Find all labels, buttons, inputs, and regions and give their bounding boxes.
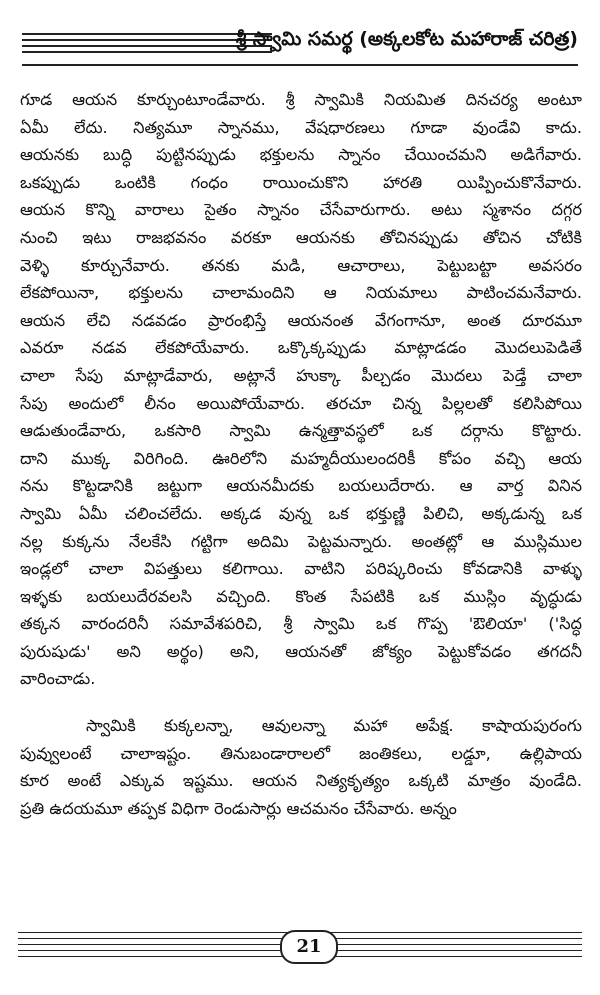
text-line: స్వామి ఏమీ చలించలేదు. అక్కడ వున్న ఒక భక్తుణ్ణి పిలిచి, అక్కడున్న ఒక (20, 503, 582, 523)
text-line: ఒకప్పుడు ఒంటికి గంధం రాయించుకొని హారతి యిప్పించుకొనేవారు. (20, 172, 582, 192)
paragraph (20, 712, 582, 822)
header-title: శ్రీ స్వామి సమర్థ (అక్కలకోట మహారాజ్ చరిత్ర) (235, 28, 578, 50)
text-line: ఆయన లేచి నడవడం ప్రారంభిస్తే ఆయనంత వేగంగానూ, అంత దూరమూ (20, 310, 582, 330)
page-footer (18, 930, 582, 980)
text-line: ఆయన కొన్ని వారాలు సైతం స్నానం చేసేవారుగారు. అటు స్మశానం దగ్గర (20, 200, 582, 220)
text-line: సేపు అందులో లీనం అయిపోయేవారు. తరచూ చిన్న పిల్లలతో కలిసిపోయి (20, 393, 582, 413)
text-line: స్వామికి కుక్కలన్నా, ఆవులన్నా మహా అపేక్ష. కాషాయపురంగు (86, 716, 582, 736)
text-line: లేకపోయినా, భక్తులను చాలామందిని ఆ నియమాలు పాటించమనేవారు. (20, 283, 582, 303)
running-header (22, 30, 578, 60)
text-line: ఆడుతుండేవారు, ఒకసారి స్వామి ఉన్మత్తావస్థలో ఒక దర్గాను కొట్టారు. (20, 421, 582, 441)
text-line: నను కొట్టడానికి జట్టుగా ఆయనమీదకు బయలుదేరారు. ఆ వార్త వినిన (20, 476, 582, 496)
header-rule-line (22, 39, 272, 41)
text-line: వారించాడు. (20, 669, 96, 689)
paragraph (20, 86, 582, 693)
text-line: ఏమీ లేదు. నిత్యమూ స్నానము, వేషధారణలు గూడా వుండేవి కాదు. (20, 117, 582, 137)
text-line: పువ్వులంటే చాలాఇష్టం. తినుబండారాలలో జంతికలు, లడ్డూ, ఉల్లిపాయ (20, 743, 582, 763)
text-line: దాని ముక్క విరిగింది. ఊరిలోని మహ్మదీయులందరికీ కోపం వచ్చి ఆయ (20, 448, 582, 468)
text-line: వెళ్ళి కూర్చునేవారు. తనకు మడి, ఆచారాలు, పెట్టుబట్టా అవసరం (20, 255, 582, 275)
text-line: ఎవరూ నడవ లేకపోయేవారు. ఒక్కొక్కప్పుడు మాట్లాడడం మొదలుపెడితే (20, 338, 582, 358)
text-line: తక్కన వారందరినీ సమావేశపరిచి, శ్రీ స్వామి ఒక గొప్ప 'ఔలియా' ('సిద్ధ (20, 614, 582, 634)
paragraph-gap (20, 693, 582, 712)
text-line: కూర అంటే ఎక్కువ ఇష్టము. ఆయన నిత్యకృత్యం ఒక్కటి మాత్రం వుండేది. (20, 771, 582, 791)
text-line: చాలా సేపు మాట్లాడేవారు, అట్లానే హుక్కా పీల్చడం మొదలు పెడ్తే చాలా (20, 365, 582, 385)
text-line: ఇండ్లలో చాలా విపత్తులు కలిగాయి. వాటిని పరిష్కరించు కోవడానికి వాళ్ళు (20, 559, 582, 579)
header-rule-line (22, 33, 272, 35)
header-rule-line (22, 45, 272, 47)
text-line: ఆయనకు బుద్ధి పుట్టినప్పుడు భక్తులను స్నానం చేయించమని అడిగేవారు. (20, 145, 582, 165)
text-line: ఇళ్ళకు బయలుదేరవలసి వచ్చింది. కొంత సేపటికి ఒక ముస్లిం వృద్ధుడు (20, 586, 582, 606)
text-line: నుంచి ఇటు రాజభవనం వరకూ ఆయనకు తోచినప్పుడు తోచిన చోటికి (20, 227, 582, 247)
header-rule-line (22, 51, 272, 53)
header-underline (22, 64, 578, 66)
page-number: 21 (280, 930, 338, 964)
page-body (20, 86, 582, 822)
text-line: నల్ల కుక్కను నేలకేసి గట్టిగా అదిమి పెట్టమన్నారు. అంతట్లో ఆ ముస్లిముల (20, 531, 582, 551)
text-line: గూడ ఆయన కూర్చుంటూండేవారు. శ్రీ స్వామికి నియమిత దినచర్య అంటూ (20, 90, 582, 109)
text-line: ప్రతి ఉదయమూ తప్పక విధిగా రెండుసార్లు ఆచమనం చేసేవారు. అన్నం (20, 798, 457, 818)
text-line: పురుషుడు' అని అర్థం) అని, ఆయనతో జోక్యం పెట్టుకోవడం తగదనీ (20, 641, 582, 661)
